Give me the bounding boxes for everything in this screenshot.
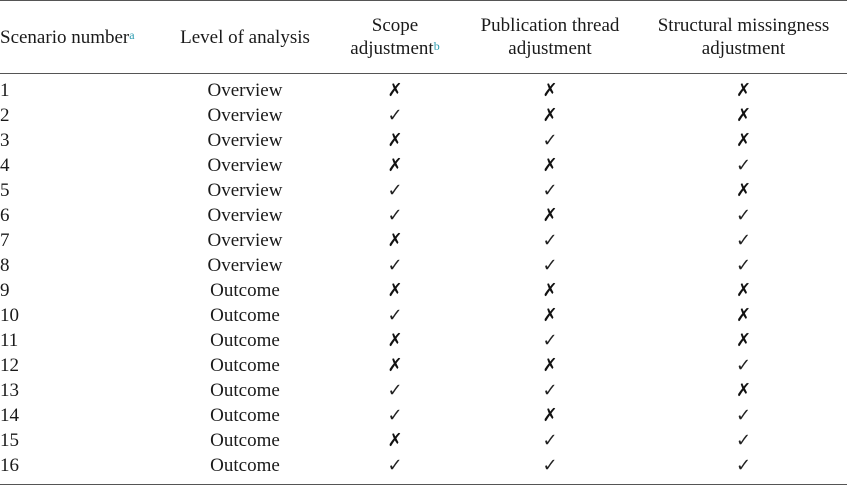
cross-mark-icon: ✗	[387, 155, 403, 176]
scenario-number-cell	[0, 203, 160, 228]
scenario-number-cell-text: 3	[0, 130, 10, 151]
check-mark-icon: ✓	[387, 205, 403, 226]
scope-adjustment-cell	[330, 303, 460, 328]
level-of-analysis-cell	[160, 403, 330, 428]
level-of-analysis-cell-text: Outcome	[210, 430, 280, 451]
structural-missingness-adjustment-cell	[640, 103, 847, 128]
scope-adjustment-cell	[330, 353, 460, 378]
publication-thread-adjustment-cell	[460, 178, 640, 203]
header-scenario-label: Scenario number	[0, 26, 130, 48]
check-mark-icon: ✓	[735, 205, 752, 226]
cross-mark-icon: ✗	[542, 280, 558, 301]
level-of-analysis-cell	[160, 428, 330, 453]
check-mark-icon: ✓	[387, 380, 403, 401]
scenario-number-cell	[0, 278, 160, 303]
scope-adjustment-cell	[330, 428, 460, 453]
table-row	[0, 378, 847, 403]
level-of-analysis-cell	[160, 203, 330, 228]
header-pub-line2: adjustment	[508, 38, 592, 59]
structural-missingness-adjustment-cell	[640, 453, 847, 485]
table-row	[0, 203, 847, 228]
scope-adjustment-cell	[330, 328, 460, 353]
structural-missingness-adjustment-cell	[640, 378, 847, 403]
check-mark-icon: ✓	[387, 305, 403, 326]
structural-missingness-adjustment-cell	[640, 203, 847, 228]
header-level-of-analysis	[160, 1, 330, 74]
level-of-analysis-cell	[160, 228, 330, 253]
level-of-analysis-cell-text: Overview	[207, 205, 283, 226]
scenario-number-cell-text: 11	[0, 330, 19, 351]
level-of-analysis-cell	[160, 103, 330, 128]
scenario-number-cell	[0, 428, 160, 453]
scope-adjustment-cell	[330, 74, 460, 104]
structural-missingness-adjustment-cell	[640, 278, 847, 303]
cross-mark-icon: ✗	[542, 355, 558, 376]
level-of-analysis-cell-text: Outcome	[210, 280, 280, 301]
structural-missingness-adjustment-cell	[640, 178, 847, 203]
table-row	[0, 403, 847, 428]
header-level-label: Level of analysis	[180, 26, 310, 48]
level-of-analysis-cell	[160, 328, 330, 353]
scenario-number-cell	[0, 303, 160, 328]
publication-thread-adjustment-cell	[460, 428, 640, 453]
cross-mark-icon: ✗	[387, 280, 403, 301]
table-row	[0, 228, 847, 253]
header-structural-missingness-adjustment	[640, 1, 847, 74]
scenario-number-cell	[0, 403, 160, 428]
footnote-marker-a[interactable]: a	[129, 27, 135, 42]
check-mark-icon: ✓	[735, 455, 752, 476]
header-row	[0, 1, 847, 74]
level-of-analysis-cell-text: Overview	[207, 180, 283, 201]
cross-mark-icon: ✗	[542, 305, 558, 326]
check-mark-icon: ✓	[542, 455, 558, 476]
scenario-number-cell-text: 1	[0, 80, 10, 101]
publication-thread-adjustment-cell	[460, 103, 640, 128]
table-row	[0, 303, 847, 328]
scope-adjustment-cell	[330, 453, 460, 485]
cross-mark-icon: ✗	[735, 330, 752, 351]
scenario-number-cell-text: 9	[0, 280, 10, 301]
check-mark-icon: ✓	[542, 255, 558, 276]
scope-adjustment-cell	[330, 203, 460, 228]
cross-mark-icon: ✗	[542, 205, 558, 226]
structural-missingness-adjustment-cell	[640, 128, 847, 153]
header-pub-line1: Publication thread	[480, 15, 620, 36]
level-of-analysis-cell	[160, 178, 330, 203]
header-scope-line2: adjustment	[350, 38, 434, 59]
check-mark-icon: ✓	[542, 330, 558, 351]
cross-mark-icon: ✗	[735, 80, 752, 101]
publication-thread-adjustment-cell	[460, 378, 640, 403]
table-row	[0, 253, 847, 278]
scenario-number-cell	[0, 103, 160, 128]
structural-missingness-adjustment-cell	[640, 353, 847, 378]
scenario-number-cell-text: 10	[0, 305, 19, 326]
scope-adjustment-cell	[330, 253, 460, 278]
structural-missingness-adjustment-cell	[640, 253, 847, 278]
cross-mark-icon: ✗	[542, 155, 558, 176]
scenario-number-cell	[0, 353, 160, 378]
scope-adjustment-cell	[330, 403, 460, 428]
scope-adjustment-cell	[330, 103, 460, 128]
publication-thread-adjustment-cell	[460, 253, 640, 278]
cross-mark-icon: ✗	[735, 380, 752, 401]
cross-mark-icon: ✗	[735, 280, 752, 301]
check-mark-icon: ✓	[735, 405, 752, 426]
table-row	[0, 428, 847, 453]
check-mark-icon: ✓	[542, 180, 558, 201]
check-mark-icon: ✓	[542, 230, 558, 251]
scenario-number-cell-text: 16	[0, 455, 19, 476]
header-publication-thread-adjustment	[460, 1, 640, 74]
level-of-analysis-cell-text: Outcome	[210, 455, 280, 476]
cross-mark-icon: ✗	[735, 105, 752, 126]
check-mark-icon: ✓	[542, 430, 558, 451]
cross-mark-icon: ✗	[735, 130, 752, 151]
check-mark-icon: ✓	[735, 430, 752, 451]
publication-thread-adjustment-cell	[460, 328, 640, 353]
header-struct-line2: adjustment	[701, 38, 786, 59]
structural-missingness-adjustment-cell	[640, 303, 847, 328]
table-row	[0, 453, 847, 485]
table-row	[0, 178, 847, 203]
scenario-number-cell	[0, 328, 160, 353]
level-of-analysis-cell-text: Overview	[207, 105, 283, 126]
table-row	[0, 353, 847, 378]
level-of-analysis-cell-text: Overview	[207, 255, 283, 276]
scenario-number-cell-text: 7	[0, 230, 10, 251]
cross-mark-icon: ✗	[387, 80, 403, 101]
level-of-analysis-cell	[160, 253, 330, 278]
structural-missingness-adjustment-cell	[640, 403, 847, 428]
level-of-analysis-cell	[160, 74, 330, 104]
level-of-analysis-cell-text: Outcome	[210, 330, 280, 351]
header-scope-adjustment	[330, 1, 460, 74]
level-of-analysis-cell-text: Outcome	[210, 405, 280, 426]
scenario-number-cell	[0, 153, 160, 178]
scenario-number-cell	[0, 128, 160, 153]
cross-mark-icon: ✗	[387, 430, 403, 451]
scope-adjustment-cell	[330, 178, 460, 203]
scenario-number-cell-text: 6	[0, 205, 10, 226]
check-mark-icon: ✓	[387, 405, 403, 426]
structural-missingness-adjustment-cell	[640, 153, 847, 178]
structural-missingness-adjustment-cell	[640, 74, 847, 104]
level-of-analysis-cell	[160, 303, 330, 328]
table-row	[0, 153, 847, 178]
scenario-number-cell	[0, 253, 160, 278]
table-row	[0, 328, 847, 353]
level-of-analysis-cell-text: Overview	[207, 80, 283, 101]
table-header	[0, 1, 847, 74]
publication-thread-adjustment-cell	[460, 74, 640, 104]
scenario-number-cell-text: 12	[0, 355, 19, 376]
scenario-number-cell-text: 15	[0, 430, 19, 451]
check-mark-icon: ✓	[387, 255, 403, 276]
scenario-number-cell-text: 4	[0, 155, 10, 176]
level-of-analysis-cell	[160, 353, 330, 378]
scenario-number-cell-text: 13	[0, 380, 19, 401]
cross-mark-icon: ✗	[542, 80, 558, 101]
footnote-marker-b[interactable]: b	[433, 39, 440, 53]
scenario-number-cell	[0, 378, 160, 403]
publication-thread-adjustment-cell	[460, 153, 640, 178]
level-of-analysis-cell-text: Outcome	[210, 380, 280, 401]
publication-thread-adjustment-cell	[460, 403, 640, 428]
check-mark-icon: ✓	[387, 105, 403, 126]
scenario-number-cell	[0, 74, 160, 104]
scenario-number-cell-text: 2	[0, 105, 10, 126]
scenario-number-cell-text: 5	[0, 180, 10, 201]
level-of-analysis-cell-text: Overview	[207, 130, 283, 151]
level-of-analysis-cell	[160, 278, 330, 303]
cross-mark-icon: ✗	[387, 230, 403, 251]
check-mark-icon: ✓	[542, 130, 558, 151]
publication-thread-adjustment-cell	[460, 453, 640, 485]
table-body	[0, 74, 847, 485]
check-mark-icon: ✓	[387, 455, 403, 476]
level-of-analysis-cell-text: Outcome	[210, 305, 280, 326]
cross-mark-icon: ✗	[542, 105, 558, 126]
check-mark-icon: ✓	[735, 255, 752, 276]
header-struct-line1: Structural missingness	[657, 15, 830, 36]
level-of-analysis-cell	[160, 128, 330, 153]
publication-thread-adjustment-cell	[460, 128, 640, 153]
table-row	[0, 103, 847, 128]
scope-adjustment-cell	[330, 128, 460, 153]
scope-adjustment-cell	[330, 153, 460, 178]
table-row	[0, 128, 847, 153]
header-scenario-number	[0, 1, 160, 74]
level-of-analysis-cell	[160, 453, 330, 485]
scope-adjustment-cell	[330, 228, 460, 253]
level-of-analysis-cell	[160, 378, 330, 403]
check-mark-icon: ✓	[735, 155, 752, 176]
scenario-number-cell-text: 14	[0, 405, 19, 426]
publication-thread-adjustment-cell	[460, 353, 640, 378]
cross-mark-icon: ✗	[387, 330, 403, 351]
cross-mark-icon: ✗	[387, 355, 403, 376]
level-of-analysis-cell-text: Outcome	[210, 355, 280, 376]
scenario-number-cell	[0, 228, 160, 253]
check-mark-icon: ✓	[387, 180, 403, 201]
level-of-analysis-cell-text: Overview	[207, 155, 283, 176]
check-mark-icon: ✓	[735, 355, 752, 376]
header-scope-line1: Scope	[371, 15, 419, 36]
structural-missingness-adjustment-cell	[640, 328, 847, 353]
level-of-analysis-cell-text: Overview	[207, 230, 283, 251]
publication-thread-adjustment-cell	[460, 203, 640, 228]
scope-adjustment-cell	[330, 278, 460, 303]
table-row	[0, 278, 847, 303]
publication-thread-adjustment-cell	[460, 228, 640, 253]
table-row	[0, 74, 847, 104]
scenario-number-cell	[0, 453, 160, 485]
level-of-analysis-cell	[160, 153, 330, 178]
structural-missingness-adjustment-cell	[640, 428, 847, 453]
scope-adjustment-cell	[330, 378, 460, 403]
cross-mark-icon: ✗	[735, 180, 752, 201]
structural-missingness-adjustment-cell	[640, 228, 847, 253]
cross-mark-icon: ✗	[735, 305, 752, 326]
check-mark-icon: ✓	[542, 380, 558, 401]
cross-mark-icon: ✗	[542, 405, 558, 426]
publication-thread-adjustment-cell	[460, 303, 640, 328]
scenario-number-cell	[0, 178, 160, 203]
publication-thread-adjustment-cell	[460, 278, 640, 303]
cross-mark-icon: ✗	[387, 130, 403, 151]
check-mark-icon: ✓	[735, 230, 752, 251]
scenario-number-cell-text: 8	[0, 255, 10, 276]
